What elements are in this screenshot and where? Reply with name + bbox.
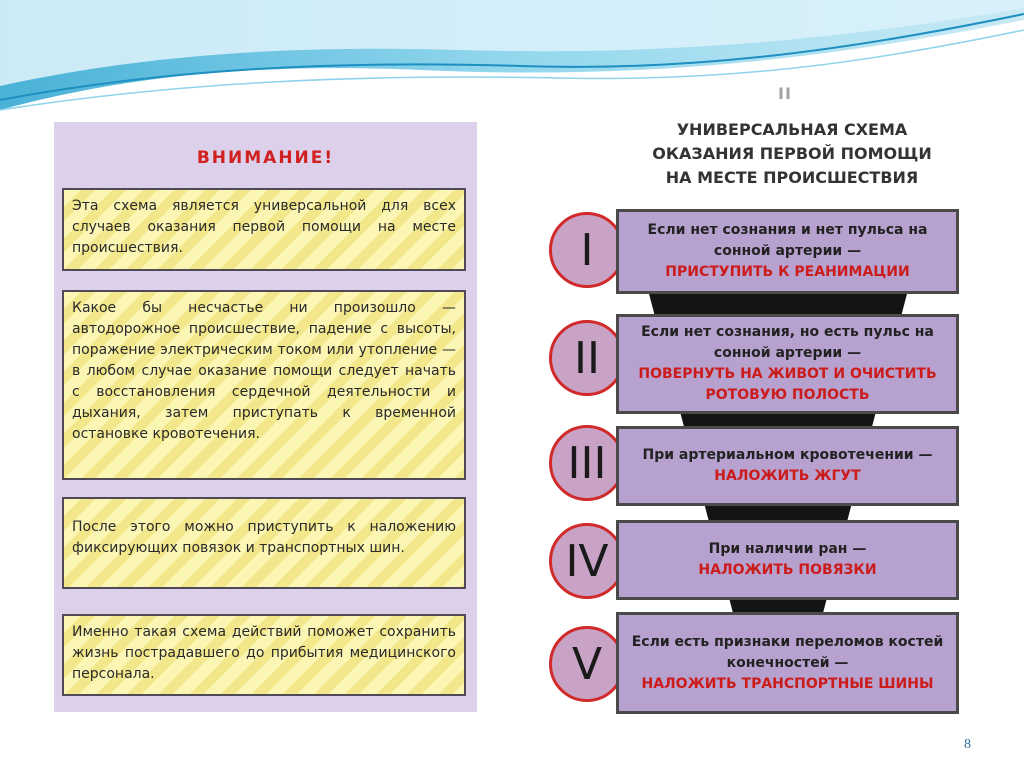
step-4-box — [616, 520, 959, 600]
scheme-title-line-2: ОКАЗАНИЯ ПЕРВОЙ ПОМОЩИ — [652, 144, 932, 163]
step-1-box — [616, 209, 959, 294]
step-3-numeral-circle: III — [549, 425, 625, 501]
slide-roman-numeral: II — [778, 84, 792, 103]
step-3-condition: При артериальном кровотечении — — [642, 447, 933, 463]
warning-title: ВНИМАНИЕ! — [196, 148, 335, 168]
warning-note-1: Эта схема является универсальной для всех случаев оказания первой помощи на месте происшествия. — [62, 188, 466, 271]
step-3-box — [616, 426, 959, 506]
step-1-action: ПРИСТУПИТЬ К РЕАНИМАЦИИ — [665, 264, 910, 280]
scheme-title — [612, 118, 972, 190]
scheme-title-line-3: НА МЕСТЕ ПРОИСШЕСТВИЯ — [665, 168, 919, 187]
step-2-condition: Если нет сознания, но есть пульс на сонной артерии — — [641, 324, 934, 361]
warning-note-4: Именно такая схема действий поможет сохранить жизнь пострадавшего до прибытия медицинского персонала. — [62, 614, 466, 696]
step-1-condition: Если нет сознания и нет пульса на сонной артерии — — [647, 222, 928, 259]
step-5-box — [616, 612, 959, 714]
warning-panel — [54, 122, 477, 712]
step-5-action: НАЛОЖИТЬ ТРАНСПОРТНЫЕ ШИНЫ — [641, 675, 934, 692]
step-3-action: НАЛОЖИТЬ ЖГУТ — [714, 468, 861, 484]
step-5-condition: Если есть признаки переломов костей конечностей — — [631, 633, 944, 671]
step-4-action: НАЛОЖИТЬ ПОВЯЗКИ — [698, 562, 877, 578]
step-4-condition: При наличии ран — — [708, 541, 867, 557]
step-5-numeral-circle: V — [549, 626, 625, 702]
step-2-numeral-circle: II — [549, 320, 625, 396]
step-1-numeral-circle: I — [549, 212, 625, 288]
warning-note-2: Какое бы несчастье ни произошло — автодорожное происшествие, падение с высоты, поражение электрическим током или утопление — в любом случае оказание помощи следует начать с восстановления сердечной деятельности и дыхания, затем приступать к временной остановке кровотечения. — [62, 290, 466, 480]
header-wave-decoration — [0, 0, 1024, 120]
scheme-title-line-1: УНИВЕРСАЛЬНАЯ СХЕМА — [676, 120, 908, 139]
page-number: 8 — [964, 737, 971, 752]
step-2-action: ПОВЕРНУТЬ НА ЖИВОТ И ОЧИСТИТЬ РОТОВУЮ ПОЛОСТЬ — [638, 366, 937, 403]
warning-note-3: После этого можно приступить к наложению фиксирующих повязок и транспортных шин. — [62, 497, 466, 589]
step-4-numeral-circle: IV — [549, 523, 625, 599]
step-2-box — [616, 314, 959, 414]
